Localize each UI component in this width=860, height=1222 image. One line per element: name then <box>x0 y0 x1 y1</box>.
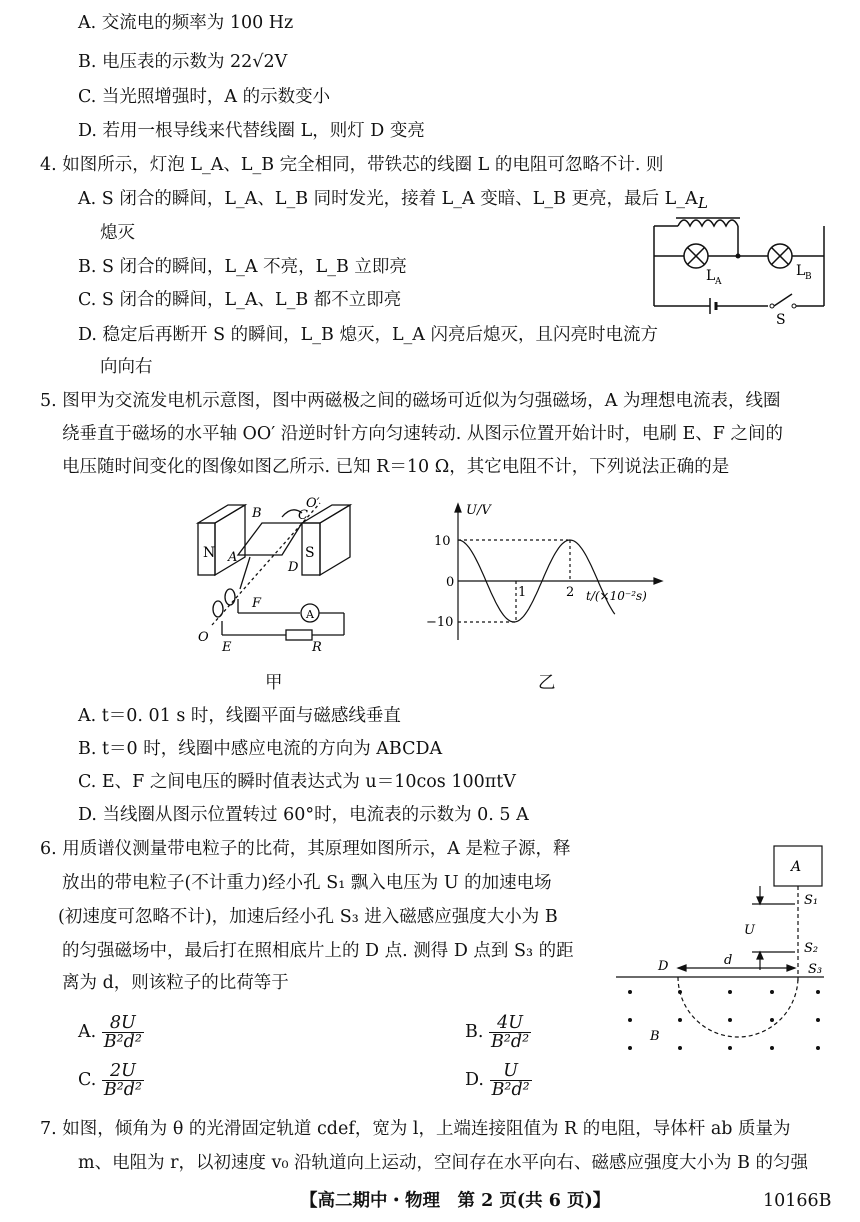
q5-graph-x1: 1 <box>518 585 527 600</box>
q4-fig-LB: L <box>796 263 806 279</box>
q5-fig-C: C <box>298 508 308 523</box>
q4-fig-LA-sub: A <box>715 277 722 287</box>
q4-fig-LA: L <box>706 268 716 284</box>
q4-option-a: A. S 闭合的瞬间，L_A、L_B 同时发光，接着 L_A 变暗、L_B 更亮，最后 L_A <box>78 189 698 209</box>
q4-option-d: D. 稳定后再断开 S 的瞬间，L_B 熄灭，L_A 闪亮后熄灭，且闪亮时电流方 <box>78 325 659 345</box>
q6-fig-d: d <box>724 953 733 968</box>
q5-fig-B: B <box>252 506 262 521</box>
q5-graph-ylabel: U/V <box>466 503 491 518</box>
q5-fig-meter: A <box>306 608 314 621</box>
q5-voltage-graph <box>418 500 668 650</box>
q5-option-b: B. t＝0 时，线圈中感应电流的方向为 ABCDA <box>78 739 443 759</box>
q5-stem-line3: 电压随时间变化的图像如图乙所示. 已知 R＝10 Ω，其它电阻不计，下列说法正确的是 <box>62 457 730 477</box>
q5-stem-line2: 绕垂直于磁场的水平轴 OO′ 沿逆时针方向匀速转动. 从图示位置开始计时，电刷 E、F 之间的 <box>62 424 783 444</box>
q5-caption-yi: 乙 <box>538 673 556 693</box>
q3-option-d: D. 若用一根导线来代替线圈 L，则灯 D 变亮 <box>78 121 425 141</box>
q5-option-a: A. t＝0. 01 s 时，线圈平面与磁感线垂直 <box>78 706 401 726</box>
q6-option-c: C. $\frac{2U}{\text{B²d²}}$ <box>78 1061 143 1100</box>
q5-fig-R: R <box>312 640 322 655</box>
q6-fig-S2: S₂ <box>804 941 819 956</box>
q4-fig-L: L <box>698 194 708 212</box>
q6-stem-line4: 的匀强磁场中，最后打在照相底片上的 D 点. 测得 D 点到 S₃ 的距 <box>62 941 574 961</box>
q5-fig-Oprime: O′ <box>306 496 320 511</box>
q4-stem: 4. 如图所示，灯泡 L_A、L_B 完全相同，带铁芯的线圈 L 的电阻可忽略不计. 则 <box>40 155 664 175</box>
q5-generator-diagram <box>190 495 365 655</box>
q6-option-b: B. $\frac{4U}{\text{B²d²}}$ <box>465 1013 530 1052</box>
q6-fig-D: D <box>658 959 669 974</box>
q4-option-a-cont: 熄灭 <box>100 223 135 243</box>
q4-fig-LB-sub: B <box>805 272 812 282</box>
q5-graph-y-zero: 0 <box>446 575 455 590</box>
q6-mass-spectrometer-diagram <box>612 842 832 1060</box>
q5-fig-S: S <box>305 545 315 561</box>
q4-fig-S: S <box>776 312 786 328</box>
q6-stem-line5: 离为 d，则该粒子的比荷等于 <box>62 973 289 993</box>
q6-fig-S1: S₁ <box>804 893 819 908</box>
q5-graph-y-neg: −10 <box>426 615 454 630</box>
q5-fig-N: N <box>203 545 216 561</box>
q4-option-b: B. S 闭合的瞬间，L_A 不亮，L_B 立即亮 <box>78 257 407 277</box>
q5-graph-y-pos: 10 <box>434 534 451 549</box>
q5-fig-A: A <box>228 550 238 565</box>
q5-graph-x2: 2 <box>566 585 575 600</box>
q6-option-a: A. $\frac{8U}{\text{B²d²}}$ <box>78 1013 142 1052</box>
q6-fig-S3: S₃ <box>808 962 823 977</box>
q3-option-c: C. 当光照增强时，A 的示数变小 <box>78 87 331 107</box>
q7-stem-line1: 7. 如图，倾角为 θ 的光滑固定轨道 cdef，宽为 l，上端连接阻值为 R 的电阻，导体杆 ab 质量为 <box>40 1119 791 1139</box>
paper-code: 10166B <box>763 1191 832 1211</box>
q5-fig-O: O <box>198 630 209 645</box>
q5-fig-D: D <box>288 560 299 575</box>
q6-fig-B: B <box>650 1029 660 1044</box>
q3-option-b: B. 电压表的示数为 22√2V <box>78 52 288 72</box>
q5-option-d: D. 当线圈从图示位置转过 60°时，电流表的示数为 0. 5 A <box>78 805 529 825</box>
q3-option-a: A. 交流电的频率为 100 Hz <box>78 13 294 33</box>
q6-option-d: D. $\frac{U}{\text{B²d²}}$ <box>465 1061 530 1100</box>
q6-fig-A: A <box>791 859 802 875</box>
q4-option-c: C. S 闭合的瞬间，L_A、L_B 都不立即亮 <box>78 290 402 310</box>
q7-stem-line2: m、电阻为 r，以初速度 v₀ 沿轨道向上运动，空间存在水平向右、磁感应强度大小为 B 的匀强 <box>78 1153 809 1173</box>
q4-circuit-diagram <box>640 188 840 328</box>
q6-stem-line1: 6. 用质谱仪测量带电粒子的比荷，其原理如图所示，A 是粒子源，释 <box>40 839 571 859</box>
q4-option-d-cont: 向向右 <box>100 357 153 377</box>
q6-stem-line3: (初速度可忽略不计)，加速后经小孔 S₃ 进入磁感应强度大小为 B <box>58 907 558 927</box>
q5-graph-xlabel: t/(×10⁻²s) <box>586 589 647 603</box>
q5-fig-E: E <box>222 640 232 655</box>
q5-fig-F: F <box>252 596 262 611</box>
q5-option-c: C. E、F 之间电压的瞬时值表达式为 u＝10cos 100πtV <box>78 772 516 792</box>
q6-stem-line2: 放出的带电粒子(不计重力)经小孔 S₁ 飘入电压为 U 的加速电场 <box>62 873 552 893</box>
q5-caption-jia: 甲 <box>265 673 283 693</box>
q6-fig-U: U <box>744 923 755 938</box>
q5-stem-line1: 5. 图甲为交流发电机示意图，图中两磁极之间的磁场可近似为匀强磁场，A 为理想电流表，线圈 <box>40 391 781 411</box>
page-footer: 【高二期中・物理 第 2 页(共 6 页)】 <box>300 1191 611 1211</box>
